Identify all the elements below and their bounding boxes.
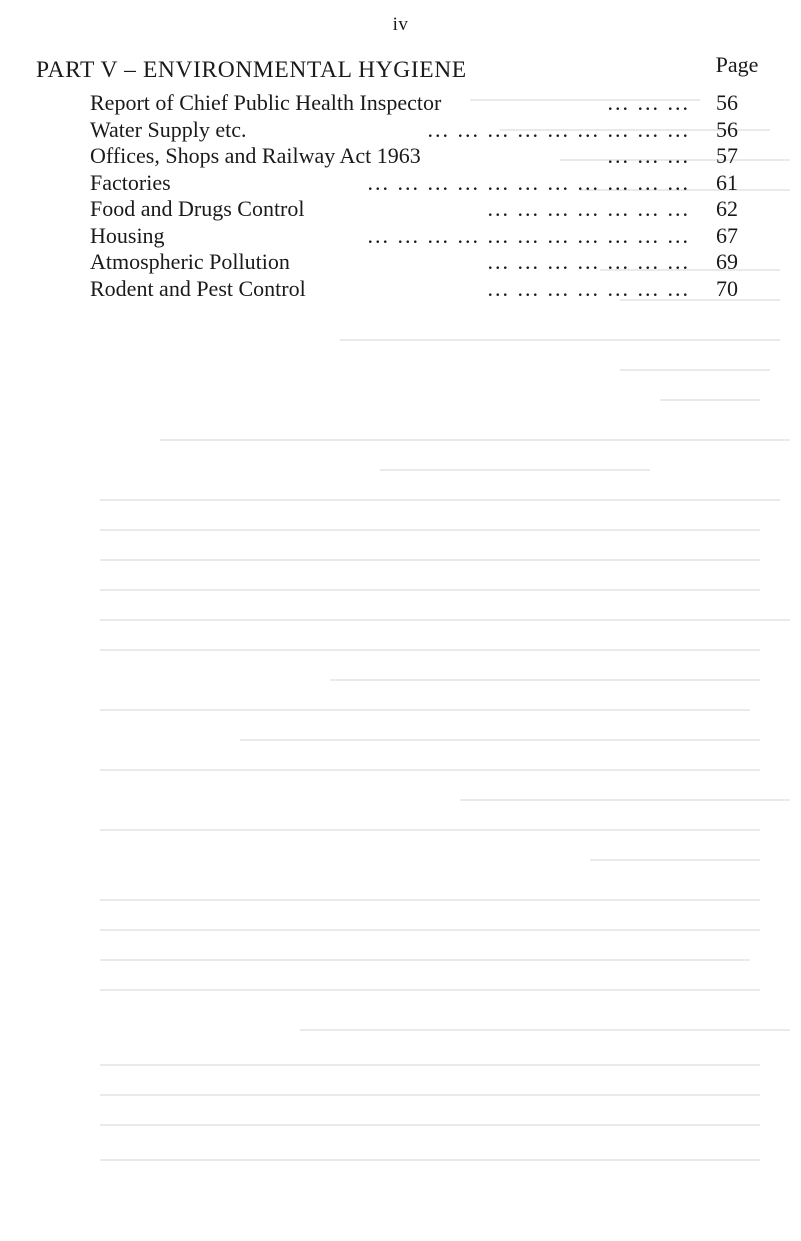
- toc-entry-title: Food and Drugs Control: [90, 196, 305, 221]
- toc-list: [90, 90, 738, 302]
- page-number: iv: [392, 14, 409, 35]
- toc-entry-page: 56: [716, 90, 738, 115]
- toc-entry: [90, 90, 738, 117]
- toc-entry-page: 62: [716, 196, 738, 221]
- toc-entry-leader: ... ... ... ... ... ... ...: [487, 196, 690, 221]
- toc-entry: [90, 116, 738, 144]
- toc-entry-leader: ... ... ... ... ... ... ...: [487, 249, 690, 274]
- toc-entry: [90, 169, 738, 197]
- toc-entry-title: Factories: [90, 169, 171, 195]
- toc-entry: [90, 249, 738, 276]
- toc-entry-leader: ... ... ...: [607, 90, 690, 115]
- toc-entry: [90, 222, 738, 250]
- toc-entry-leader: ... ... ... ... ... ... ...: [487, 275, 690, 301]
- toc-entry-title: Atmospheric Pollution: [90, 249, 290, 274]
- toc-entry-leader: ... ... ... ... ... ... ... ... ... ... ...: [367, 169, 690, 195]
- toc-entry: [90, 196, 738, 223]
- page-column-heading: Page: [715, 52, 759, 77]
- toc-entry-page: 67: [716, 222, 738, 248]
- toc-entry-page: 69: [716, 249, 738, 274]
- toc-entry-leader: ... ... ... ... ... ... ... ... ... ... ...: [367, 222, 690, 248]
- toc-entry-leader: ... ... ...: [607, 143, 690, 168]
- toc-entry-page: 56: [716, 116, 738, 142]
- toc-entry-page: 70: [716, 275, 738, 301]
- toc-entry-title: Offices, Shops and Railway Act 1963: [90, 143, 421, 168]
- toc-entry-title: Rodent and Pest Control: [90, 275, 306, 301]
- toc-entry-title: Report of Chief Public Health Inspector: [90, 90, 442, 115]
- toc-entry-title: Housing: [90, 222, 165, 248]
- toc-entry-page: 57: [716, 143, 738, 168]
- toc-entry-title: Water Supply etc.: [90, 116, 247, 142]
- toc-entry: [90, 143, 738, 170]
- toc-entry: [90, 275, 738, 303]
- toc-entry-leader: ... ... ... ... ... ... ... ... ...: [427, 116, 690, 142]
- toc-entry-page: 61: [716, 169, 738, 195]
- part-title: PART V – ENVIRONMENTAL HYGIENE: [36, 57, 467, 83]
